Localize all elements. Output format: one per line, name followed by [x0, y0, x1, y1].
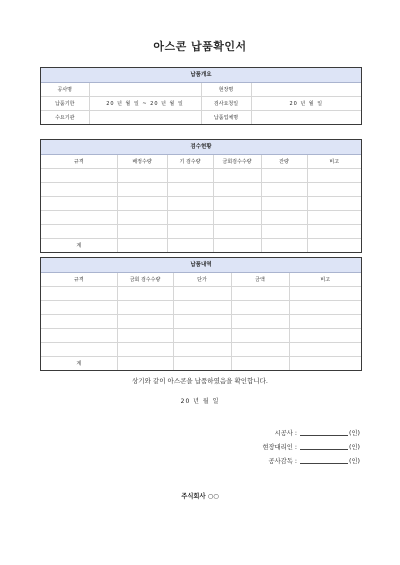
seal-mark: (인) — [349, 444, 360, 451]
inspection-col-previous: 기 검수량 — [167, 155, 213, 169]
inspection-col-current: 금회검수수량 — [213, 155, 261, 169]
delivery-total-row — [41, 357, 361, 371]
table-row — [41, 211, 361, 225]
signature-site-agent — [0, 442, 360, 451]
delivery-section — [40, 257, 362, 371]
signature-supervisor — [0, 456, 360, 465]
table-row — [41, 197, 361, 211]
inspection-total-label: 계 — [41, 239, 117, 253]
overview-label-agency: 수요기관 — [41, 111, 89, 125]
table-row — [41, 301, 361, 315]
table-row — [41, 343, 361, 357]
overview-label-inspection-date: 검사요청일 — [201, 97, 251, 111]
seal-mark: (인) — [349, 458, 360, 465]
table-row — [41, 287, 361, 301]
signature-line[interactable] — [300, 429, 348, 436]
delivery-header-row — [41, 273, 361, 287]
signature-line[interactable] — [300, 457, 348, 464]
delivery-col-unit-price: 단가 — [173, 273, 231, 287]
inspection-header: 검수현황 — [41, 140, 361, 155]
table-row — [41, 329, 361, 343]
table-row — [41, 225, 361, 239]
signature-label: 시공사 : — [274, 430, 297, 437]
overview-label-supplier: 납품업체명 — [201, 111, 251, 125]
overview-label-project: 공사명 — [41, 83, 89, 97]
delivery-col-spec: 규격 — [41, 273, 117, 287]
inspection-table — [41, 155, 361, 252]
inspection-section — [40, 139, 362, 253]
signature-label: 현장대리인 : — [262, 444, 297, 451]
delivery-table — [41, 273, 361, 370]
delivery-col-amount: 금액 — [231, 273, 289, 287]
overview-value-agency[interactable] — [89, 111, 201, 125]
overview-value-deadline[interactable]: 20 년 월 일 ~ 20 년 월 일 — [89, 97, 201, 111]
inspection-col-remaining: 잔량 — [261, 155, 307, 169]
overview-value-supplier[interactable] — [251, 111, 361, 125]
overview-label-site: 현장명 — [201, 83, 251, 97]
signature-label: 공사감독 : — [268, 458, 297, 465]
delivery-header: 납품내역 — [41, 258, 361, 273]
overview-table — [41, 83, 361, 124]
inspection-col-remarks: 비고 — [307, 155, 361, 169]
overview-label-deadline: 납품기한 — [41, 97, 89, 111]
seal-mark: (인) — [349, 430, 360, 437]
overview-value-inspection-date[interactable]: 20 년 월 일 — [251, 97, 361, 111]
table-row — [41, 169, 361, 183]
inspection-total-row — [41, 239, 361, 253]
delivery-total-label: 계 — [41, 357, 117, 371]
overview-section — [40, 67, 362, 125]
table-row — [41, 183, 361, 197]
document-title: 아스콘 납품확인서 — [153, 40, 247, 53]
signature-line[interactable] — [300, 443, 348, 450]
overview-value-site[interactable] — [251, 83, 361, 97]
overview-value-project[interactable] — [89, 83, 201, 97]
delivery-col-current: 금회 검수수량 — [117, 273, 173, 287]
delivery-col-remarks: 비고 — [289, 273, 361, 287]
inspection-col-spec: 규격 — [41, 155, 117, 169]
company-name: 주식회사 ○○ — [181, 493, 219, 500]
inspection-col-assigned: 배정수량 — [117, 155, 167, 169]
confirmation-statement: 상기와 같이 아스콘을 납품하였음을 확인합니다. — [132, 377, 268, 385]
inspection-header-row — [41, 155, 361, 169]
table-row — [41, 315, 361, 329]
overview-header: 납품개요 — [41, 68, 361, 83]
confirmation-date: 20 년 월 일 — [180, 398, 220, 405]
signature-contractor — [0, 428, 360, 437]
